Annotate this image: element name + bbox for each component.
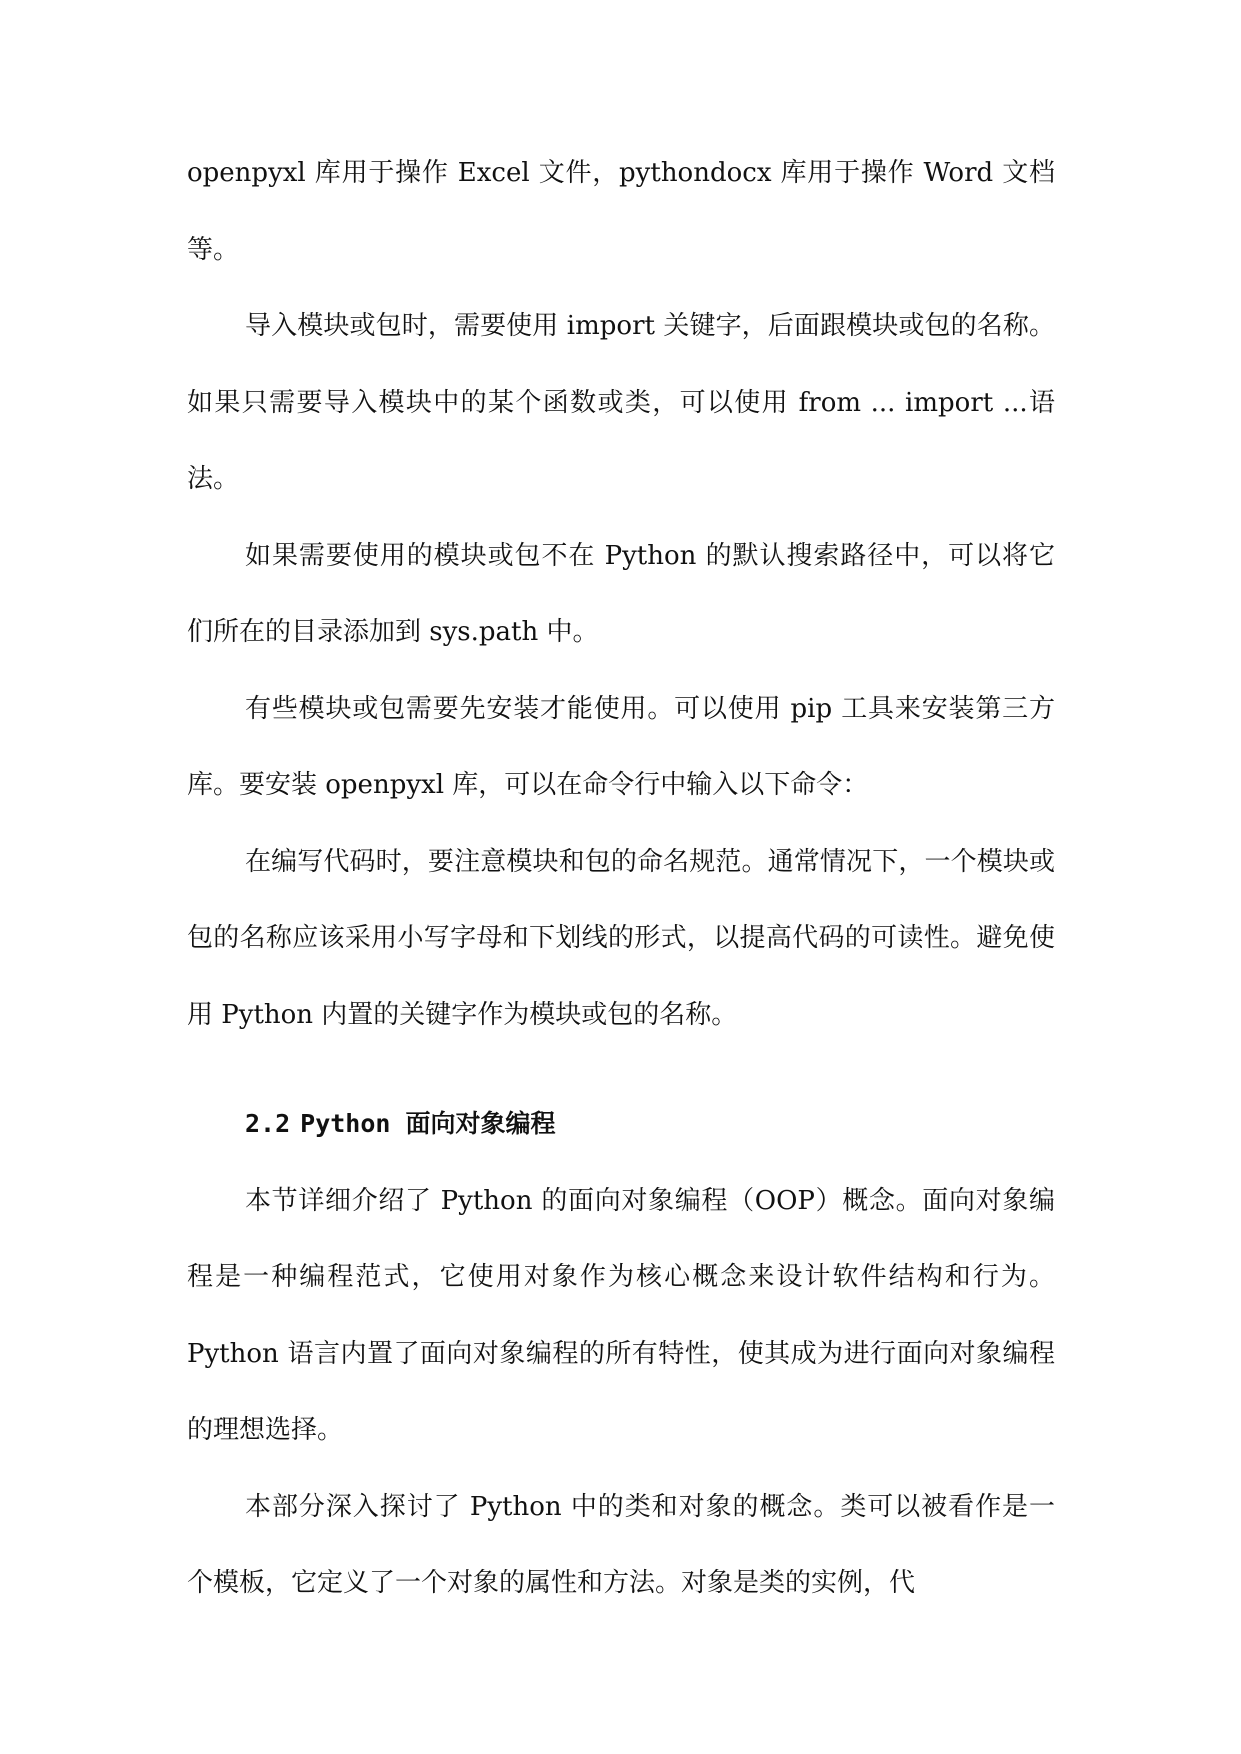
paragraph-classes-objects: 本部分深入探讨了 Python 中的类和对象的概念。类可以被看作是一个模板，它定义了一个对象的属性和方法。对象是类的实例，代 [187, 1491, 1055, 1598]
section-heading [187, 1086, 1055, 1163]
paragraph-pip-install: 有些模块或包需要先安装才能使用。可以使用 pip 工具来安装第三方库。要安装 openpyxl 库，可以在命令行中输入以下命令： [187, 693, 1055, 800]
section-number: 2.2 [245, 1109, 291, 1138]
paragraph-import: 导入模块或包时，需要使用 import 关键字，后面跟模块或包的名称。如果只需要导入模块中的某个函数或类，可以使用 from ... import ...语法。 [187, 311, 1055, 494]
section-title: Python 面向对象编程 [300, 1109, 556, 1138]
document-page [187, 135, 1055, 1622]
paragraph-sys-path: 如果需要使用的模块或包不在 Python 的默认搜索路径中，可以将它们所在的目录添加到 sys.path 中。 [187, 540, 1055, 647]
paragraph-oop-intro: 本节详细介绍了 Python 的面向对象编程（OOP）概念。面向对象编程是一种编程范式，它使用对象作为核心概念来设计软件结构和行为。Python 语言内置了面向对象编程的所有特性，使其成为进行面向对象编程的理想选择。 [187, 1185, 1055, 1445]
paragraph-openpyxl: openpyxl 库用于操作 Excel 文件，pythondocx 库用于操作 Word 文档等。 [187, 158, 1055, 265]
paragraph-naming: 在编写代码时，要注意模块和包的命名规范。通常情况下，一个模块或包的名称应该采用小写字母和下划线的形式，以提高代码的可读性。避免使用 Python 内置的关键字作为模块或包的名称。 [187, 846, 1055, 1030]
